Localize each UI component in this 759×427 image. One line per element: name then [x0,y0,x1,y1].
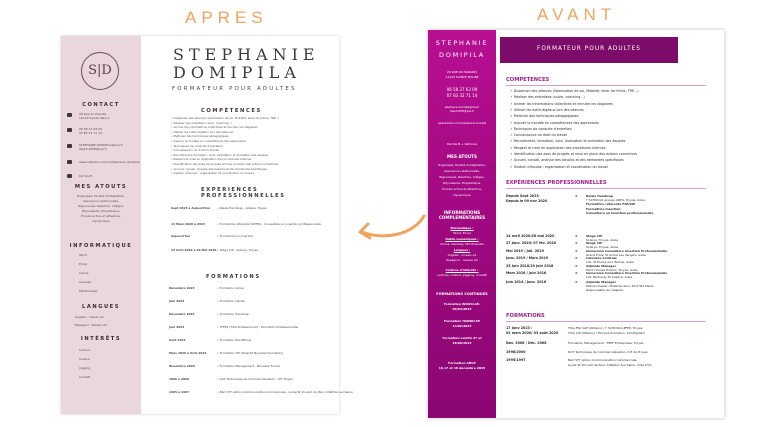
after-formation-date: Mars 2020 à Avril 2021 [169,351,207,355]
after-competence-item: • Maîtriser des techniques pédagogiques [171,134,229,139]
before-form-date: 17 janv 2023 : [506,326,533,330]
before-competence-item: ✓ Connaissance du droit du travail [510,133,568,138]
interet-3: Jogging [79,366,91,370]
before-exp-line: Y SCHOOLS groupe ADPS, Troyes, Aube [586,198,645,203]
after-experience-text: • Stage CIP - Solerys, Troyes [217,248,259,252]
before-info-title-2: COMPLEMENTAIRES [438,215,486,220]
before-atout-3: Rigoureuse, Réactive, Intègre, [439,175,485,179]
before-fc-1a: Formation WOOCLAP- [443,302,481,306]
after-competence-item: • Connaissance du droit du travail [171,148,219,153]
first-name: STEPHANIE [173,45,320,64]
before-competences-title: COMPETENCES [506,77,550,83]
phone-icon [67,128,72,132]
before-exp-arrow: ➤ [575,280,578,284]
before-outils-label: Outils numériques : [445,237,479,241]
contact-address-1: 26 Rue du Paradis [79,112,107,116]
after-formation-date: Juin 2023 [169,325,185,329]
before-atout-1: Organisée, facilité d'adaptation, [437,163,487,167]
before-atout-4: Polyvalente, Empathique, [442,181,482,185]
before-fc-2b: 14/02/2023 [452,324,472,328]
before-exp-arrow: ➤ [575,234,578,238]
after-competence-item: • Utiliser les outils digitaux lors des séances [171,129,233,134]
curved-arrow-icon [354,210,428,244]
after-cv [61,36,353,414]
interet-2: Cuisine [79,357,90,361]
before-langue-1: Anglais : niveau A1 [447,253,477,257]
after-experience-date: Sept 2023 à Aujourd'hui [171,206,211,210]
after-experience-text: • Formatrice en insertion [217,234,254,238]
after-formation-text: • Formation Adovp [217,286,245,290]
before-exp-arrow: ➤ [575,256,578,260]
after-formation-text: • Formation Management - Nouvelle Forme [217,364,280,368]
before-caption: AVANT [537,5,617,24]
before-fc-4b: 16,17 et 18 décembre 2025 [438,366,486,370]
info-1: Word [79,253,87,257]
langue-2: Espagnol : Niveau A2 [75,323,107,327]
after-competence-item: • Accueil, conseil, analyse des besoins et des demandes spécifiques [171,166,267,171]
interet-1: Lecture [79,348,91,352]
before-exp-line: Lidl, St Parres Aux Tertres, Aube [586,260,634,265]
after-formation-text: • BAC STT option Communication Commerciale - Lycée St Vincent de Paul, Châtillon-sur-Seine [217,390,353,394]
before-atout-5: Écoute active et attentive, [442,187,482,191]
before-cv [428,30,724,418]
before-exp-line: Relais Handicap [586,194,614,198]
before-form-text: BAC STT option Communication Commerciale, [568,358,638,362]
before-form-date2: 02 mars 2020/ 03 août 2020 [506,330,559,335]
before-competence-item: ✓ Réaliser des entretiens (suivis, coaching...) [510,95,585,100]
before-form-title: FORMATIONS [506,313,545,319]
before-exp-line: Stage CIP [586,241,603,245]
before-exp-line: Caissière Centrale [586,256,617,260]
after-experience-date: Aujourd'hui [171,234,190,238]
before-atout-2: Assurance relationnelle, [443,169,481,173]
before-competence-item: ✓ Assurer la montée en compétences des apprenants [510,120,599,125]
car-icon [67,174,72,178]
before-exp-line: Immersion Conseillère insertion Professionnelle [586,249,668,253]
after-experiences-title: EXPERIENCES PROFESSIONNELLES [201,187,286,199]
before-last-name: DOMIPILA [438,51,486,59]
after-experience-date: 14 Avril 2020 à 20 Mai 2020 [171,248,217,252]
info-2: Excel [79,262,87,266]
before-exp-line: Grand Frais, St André Les Vergers, Aube [586,253,646,258]
before-competences-rule [506,85,706,86]
before-fc-2a: Formation HANDICAP [444,319,480,323]
before-exp-line: Formatrice insertion [586,206,621,211]
atout-4: Polyvalente, Empathique, [81,209,121,213]
contact-phone-1: 06 58 27 63 09 [79,127,102,131]
after-formation-date: Décembre 2022 [169,312,195,316]
mail-icon [67,144,72,148]
after-competence-item: • Assurer le montée en compétences des apprenants [171,139,246,143]
linkedin-icon [67,160,72,164]
before-fc-3b: 28/06/2024 [452,341,472,345]
info-3: Canva [79,271,89,275]
info-5: Mindmeister [79,289,98,293]
before-email-1: stephanie.domipila@live.fr [444,106,480,109]
before-linkedin: www.linkedin.com/in/stephanie-domipila [437,122,487,125]
before-exp-line: Adjointe Manager [586,264,617,268]
before-atouts-title: MES ATOUTS [446,154,478,159]
atout-6: Dynamique [92,219,110,223]
before-competence-item: ✓ Identification des axes de progrès et mise en place des actions correctives [510,152,638,156]
before-exp-line: Responsable de magasin [586,288,624,293]
before-bureautique-val: Word, Excel [453,231,471,235]
before-competence-item: ✓ Utiliser les outils digitaux lors des séances [510,107,584,112]
before-competence-item: ✓ Recrutement, formation, suivi, évaluation et animation des équipes [510,139,626,144]
before-first-name: STEPHANIE [435,39,489,47]
before-exp-line: Adjointe Manager [586,280,617,284]
atouts-title: MES ATOUTS [74,184,128,190]
langues-title: LANGUES [82,304,120,310]
before-form-text: Titre FPA VAE (Obtenu) / Y SCHOOLS-PFEP, Troyes [568,326,643,330]
before-exp-arrow: ➤ [575,194,578,198]
before-form-date: Nov. 2008 / Déc. 2008 [506,341,547,345]
after-caption: APRES [185,8,268,27]
before-exp-rule [506,188,706,189]
before-address-1: 26 RUE DU PARADIS [446,70,478,74]
before-exp-date: 25 Juin 2018/29 juin 2018 [506,264,554,268]
before-form-date: 1998/2000 [506,350,526,354]
after-formation-text: • Formation Word/Excel [217,338,252,342]
interets-title: INTÉRÊTS [80,336,122,342]
after-role: FORMATEUR POUR ADULTES [172,86,297,92]
atout-3: Rigoureuse, Réactive, Intègre, [78,204,124,208]
atout-1: Organisée, Facilité d'adaptation, [76,194,126,198]
interet-4: Crossfit [79,375,91,379]
contact-email-1: STEPHANIE.DOMIPILA@live.fr [79,143,123,147]
after-competence-item: • Recrutement, formation, suivi, évaluation et animation des équipes [171,152,269,157]
after-formation-date: Décembre 2023 [169,286,195,290]
before-competence-item: ✓ Gestion d'équipe : organisation et coordination du travail [510,164,609,169]
after-competence-item: • Gestion d'équipe : organisation et coordination du travail [171,171,254,176]
before-email-2: Steph.DMP@live.fr [449,110,475,113]
contact-address-2: 12120 Sainte Maure [79,116,110,120]
before-exp-line: Point Conseil Emploi, Troyes, Aube [586,268,638,273]
after-experience-date: 14 Mars 2020 à 2023 [171,222,206,226]
after-formation-date: Avril 2021 [169,338,186,342]
before-competence-item: ✓ Respect et mise en application des procédures internes [510,145,606,150]
after-competence-item: • Techniques de conduite d'entretien [171,143,223,148]
before-form-rule [506,321,706,322]
after-formation-text: • Formation Laïcité [217,299,245,303]
before-atout-6: Dynamique [453,193,471,197]
before-form-text: Formation Management : FEEF Entreprises, Troyes [568,341,644,345]
before-address-2: 12120 SAINTE MAURE [445,75,479,79]
monogram-logo: S|D [81,52,119,90]
contact-title: CONTACT [82,102,120,108]
after-formation-text: • DUT Techniques de Commercialisation - IUT Troyes [217,377,293,381]
before-info-title-1: INFORMATIONS [443,210,481,215]
atout-2: Assurance relationnelle, [82,199,120,203]
contact-permis: Permis B [79,174,93,178]
before-exp-line: Conseillère en insertion professionnelle [586,210,654,215]
contact-email-2: Steph.DMP@live.fr [79,147,107,151]
before-exp-line: Maison fossier, McKentucGini, Pont Ste Marie [586,284,654,289]
atout-5: Écoute active et attentive, [81,214,121,218]
before-exp-date: Mai 2019 / Juil. 2019 [506,249,544,253]
after-competences-title: COMPÉTENCES [201,108,262,114]
before-sidebar [428,30,496,418]
before-exp-line: Lidl, Barberey St Sulpice, Aube [586,275,633,280]
before-phone-2: 07 83 32 71 14 [446,93,478,98]
before-outils-val: Canva, Genially, Mindmeister [439,242,485,246]
before-exp-line: Immersion Conseillère Insertion Professionnelle [586,271,668,275]
before-exp-date: 14 avril 2020/28 mai 2020 [506,234,555,238]
before-exp-title: EXPÉRIENCES PROFESSIONNELLES [506,180,607,186]
info-4: Genially [79,280,92,284]
before-fc-1b: 06/04/2023 [452,307,472,311]
before-exp-arrow: ➤ [575,249,578,253]
info-title: INFORMATIQUE [69,243,133,249]
langue-1: Anglais : niveau A1 [75,315,104,319]
before-langue-2: Espagnol : niveau A2 [446,258,478,262]
before-form-text2: Lycée St Vincent de Paul, Châtillon Sur Seine, Côte D'Or [568,362,652,367]
before-exp-date: Mars 2016 / juin 2016 [506,271,547,275]
after-competence-item: • Animer les informations collectives et recruter les stagiaires [171,125,258,130]
before-exp-line: Solerys, Troyes, Aube [586,245,619,250]
before-fc-4a: Formation ADVP [448,361,476,365]
after-formation-date: 1996 à 2000 [169,377,190,381]
after-competence-item: • Réaliser des entretiens (suivi, coaching...) [171,120,233,125]
after-sidebar [61,36,141,414]
before-exp-arrow: ➤ [575,264,578,268]
after-competence-item: • Dispenser des séances (valorisation de soi, Mobilité, lever les freins, TRE...) [171,116,280,120]
before-fc-3a: Formation Laïcité 27 et [442,336,482,340]
before-exp-arrow: ➤ [575,241,578,245]
before-form-text2: Titre CIP (Obtenu) / Tampus formation, Schiltigheim [568,330,646,335]
before-bureautique-label: Bureautique : [450,226,474,230]
before-exp-line: Stage CIP [586,234,603,238]
after-competence-item: • Respect et mise en application des procédures internes [171,157,252,162]
before-competence-item: ✓ Animer les informations collectives et recruter les stagiaires [510,101,614,106]
after-formation-text: • TFPFA (Titre Professionnel) - Formation Professionnelle [217,325,299,329]
before-form-text: DUT Techniques de Commercialisation, IUT de Troyes [568,350,648,354]
after-competence-item: • Identification des axes de progrès et mise en place des actions correctives [171,162,279,166]
before-form-date: 1995/1997 [506,358,526,362]
before-phone-1: 06 58 27 63 09 [446,87,478,92]
after-formation-text: • Formation Handicap [217,312,249,316]
before-competence-item: ✓ Accueil, conseil, analyse des besoins et des demandes spécifiques [510,158,624,163]
before-competence-item: ✓ Dispenser des séances (Valorisation de soi, Mobilité, lever les freins, TRE...) [510,89,639,93]
after-formation-date: Juin 2024 [169,299,185,303]
before-banner-title: FORMATEUR POUR ADULTES [537,46,641,52]
after-experience-text: • Formatrice référente CIP/FPA - Conseillère en insertion professionnelle [217,222,321,226]
before-exp-line: Solerys, Troyes, Aube [586,238,619,243]
after-name [173,46,320,82]
after-formation-date: Novembre 2020 [169,364,195,368]
before-permis: Permis B + Véhicule [446,142,478,146]
before-exp-date: Depuis Sept 2023 [506,194,539,198]
contact-linkedin: www.linkedin.com/in/stephanie-domipila [79,160,140,164]
before-exp-date: Juin 2014 / Janv. 2016 [506,280,547,284]
before-competence-item: ✓ Techniques de conduite d'entretien [510,126,572,131]
before-banner [500,37,678,63]
before-interets-val: Lecture, cuisine, jogging, crossfit [437,273,487,277]
after-experience-text: • Relais Handicap - Adapei, Troyes [217,206,267,210]
before-exp-date: Janv. 2019 / Mars 2019 [506,256,549,260]
home-icon [67,113,72,117]
after-formation-date: 1995 à 1997 [169,390,190,394]
contact-phone-2: 07 83 32 71 14 [79,131,102,135]
before-langues-label: Langues : [453,248,471,252]
before-competence-item: ✓ Maîtriser des techniques pédagogiques [510,114,579,119]
before-exp-date: 27 janv. 2020/ 07 fév. 2020 [506,241,557,245]
before-exp-arrow: ➤ [575,271,578,275]
before-interets-label: Centres d'intérêts : [445,268,479,272]
after-formations-title: FORMATIONS [206,274,261,280]
last-name: DOMIPILA [173,63,301,82]
before-exp-date-sub: Depuis le 09 nov 2020 [506,199,548,203]
before-name [428,37,496,61]
after-formation-text: • Formation CIP (Objectif Nouvelle Formation) [217,351,284,355]
before-fc-title: FORMATIONS CONTINUES [436,292,488,296]
before-exp-line: Formatrice référente FPA/CIP [586,202,636,207]
